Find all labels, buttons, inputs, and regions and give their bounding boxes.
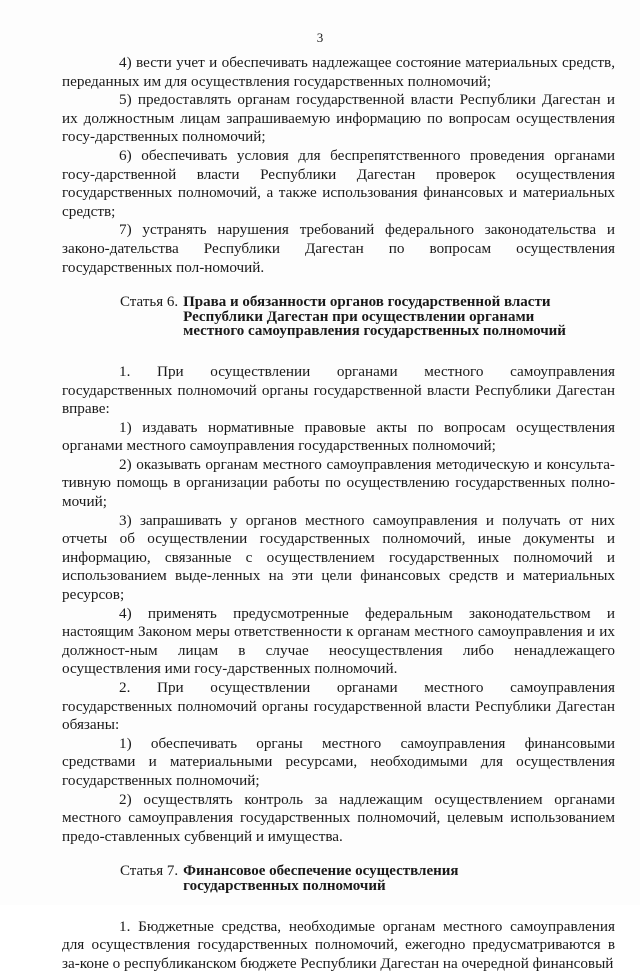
paragraph: 1. При осуществлении органами местного самоуправления государственных полномочий органы государственной власти Республики Дагестан вправе: [62,362,615,418]
paragraph: 2) оказывать органам местного самоуправления методическую и консульта-тивную помощь в организации работы по осуществлению государственных полно-мочий; [62,455,615,511]
article-7-label: Статья 7. [120,863,179,880]
paragraph: 3) запрашивать у органов местного самоуправления и получать от них отчеты об осуществлении государственных полномочий, иные документы и информацию, связанные с осуществлением государственных полномочий и использованием выде-ленных на эти цели финансовых средств и материальных ресурсов; [62,511,615,604]
article-7-heading [62,864,615,893]
article-7-title: Финансовое обеспечение осуществления государственных полномочий [183,863,459,894]
article-6-label: Статья 6. [120,294,179,311]
article-6-heading [62,295,615,339]
paragraph: 4) вести учет и обеспечивать надлежащее состояние материальных средств, переданных им для осуществления государственных полномочий; [62,54,615,90]
paragraph: 1. Бюджетные средства, необходимые органам местного самоуправления для осуществления государственных полномочий, ежегодно предусматриваются в за-коне о республиканском бюджете Республики Дагестан на очередной финансовый [62,917,615,972]
paragraph: 7) устранять нарушения требований федерального законодательства и законо-дательства Республики Дагестан по вопросам осуществления государственных пол-номочий. [62,221,615,276]
paragraph: 1) издавать нормативные правовые акты по вопросам осуществления органами местного самоуправления государственных полномочий; [62,418,615,455]
paragraph: 5) предоставлять органам государственной власти Республики Дагестан и их должностным лицам запрашиваемую информацию по вопросам осуществления госу-дарственных полномочий; [62,91,615,146]
page-number: 3 [316,30,324,45]
paragraph: 6) обеспечивать условия для беспрепятственного проведения органами госу-дарственной власти Республики Дагестан проверок осуществления государственных полномочий, а также использования финансовых и материальных средств; [62,146,615,220]
article-6-title: Права и обязанности органов государственной власти Республики Дагестан при осуществлении органами местного самоуправления государственных полномочий [183,294,566,340]
paragraph: 2. При осуществлении органами местного самоуправления государственных полномочий органы государственной власти Республики Дагестан обязаны: [62,679,615,734]
document-body [62,54,615,973]
paragraph: 1) обеспечивать органы местного самоуправления финансовыми средствами и материальными ресурсами, необходимыми для осуществления государственных полномочий; [62,734,615,789]
paragraph: 4) применять предусмотренные федеральным законодательством и настоящим Законом меры ответственности к органам местного самоуправления и их должност-ным лицам в случае неосуществления либо ненадлежащего осуществления ими госу-дарственных полномочий. [62,604,615,678]
paragraph: 2) осуществлять контроль за надлежащим осуществлением органами местного самоуправления государственных полномочий, целевым использованием предо-ставленных субвенций и имущества. [62,790,615,845]
